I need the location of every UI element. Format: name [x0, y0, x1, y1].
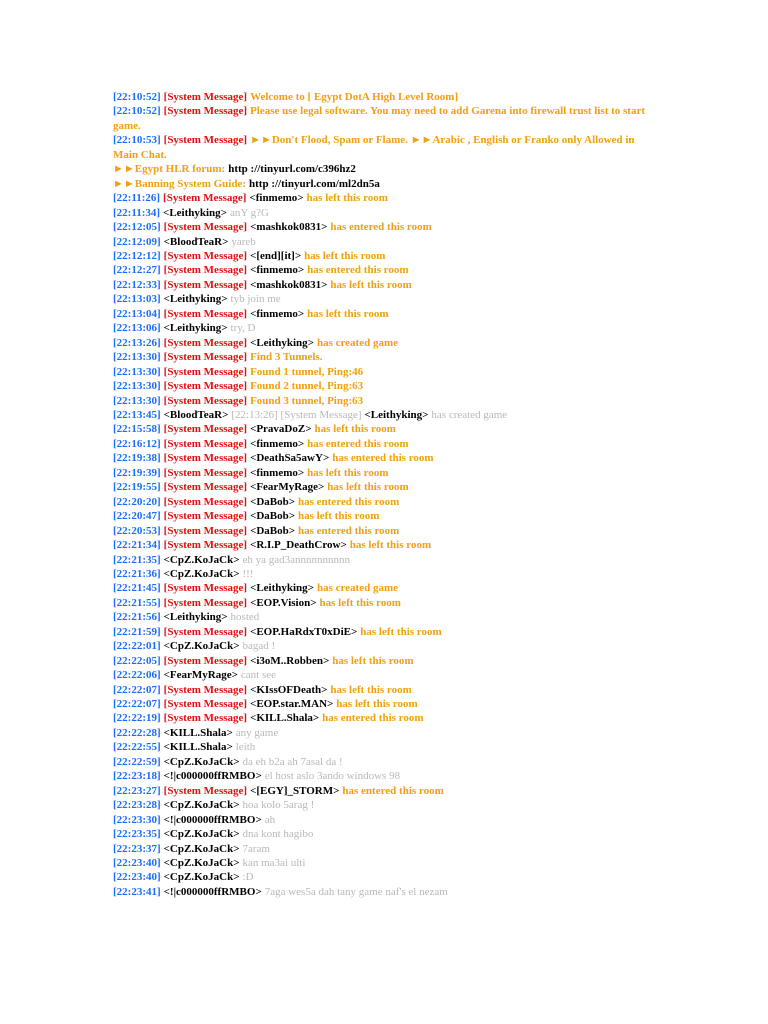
username: <Leithyking> — [163, 293, 228, 306]
timestamp: [22:12:27] — [113, 264, 161, 277]
system-tag: [System Message] — [163, 481, 248, 494]
system-text: has entered this room — [332, 452, 434, 465]
chat-line — [113, 711, 658, 725]
system-text: has created game — [316, 582, 399, 595]
chat-line — [113, 206, 658, 220]
chat-line — [113, 466, 658, 480]
username: <[EGY]_STORM> — [250, 784, 340, 797]
chat-line — [113, 133, 658, 162]
system-text: has entered this room — [298, 524, 400, 537]
system-text: has entered this room — [322, 712, 424, 725]
timestamp: [22:13:03] — [113, 293, 161, 306]
chat-line — [113, 191, 658, 205]
username: <!|c000000ffRMBO> — [163, 885, 262, 898]
chat-line — [113, 668, 658, 682]
timestamp: [22:13:06] — [113, 322, 161, 335]
system-text: Found 3 tunnel, Ping:63 — [250, 394, 364, 407]
message-text: !!! — [242, 567, 254, 580]
system-text: has left this room — [330, 683, 412, 696]
username: <CpZ.KoJaCk> — [163, 799, 240, 812]
system-tag: [System Message] — [163, 712, 248, 725]
system-tag: [System Message] — [163, 437, 248, 450]
timestamp: [22:23:30] — [113, 813, 161, 826]
username: <KILL.Shala> — [163, 741, 233, 754]
timestamp: [22:23:40] — [113, 857, 161, 870]
chat-line — [113, 769, 658, 783]
timestamp: [22:22:01] — [113, 640, 161, 653]
timestamp: [22:22:05] — [113, 654, 161, 667]
system-text: has created game — [316, 336, 399, 349]
link-text: http ://tinyurl.com/c396hz2 — [228, 163, 356, 176]
username: <BloodTeaR> — [163, 235, 229, 248]
system-text: has left this room — [306, 192, 388, 205]
username: <PravaDoZ> — [250, 423, 312, 436]
system-tag: [System Message] — [163, 278, 248, 291]
username: <CpZ.KoJaCk> — [163, 640, 240, 653]
timestamp: [22:13:30] — [113, 351, 161, 364]
message-text: yareb — [231, 235, 256, 248]
chat-line — [113, 379, 658, 393]
system-text: has left this room — [330, 278, 412, 291]
timestamp: [22:22:19] — [113, 712, 161, 725]
system-text: has left this room — [332, 654, 414, 667]
system-tag: [System Message] — [163, 784, 248, 797]
username: <CpZ.KoJaCk> — [163, 857, 240, 870]
message-text: any game — [235, 726, 279, 739]
message-text: el host aslo 3ando windows 98 — [264, 770, 401, 783]
timestamp: [22:22:59] — [113, 755, 161, 768]
system-tag: [System Message] — [163, 307, 248, 320]
timestamp: [22:22:07] — [113, 698, 161, 711]
timestamp: [22:22:55] — [113, 741, 161, 754]
message-text: leith — [235, 741, 256, 754]
message-text: da eh b2a ah 7asal da ! — [242, 755, 343, 768]
chat-line — [113, 553, 658, 567]
timestamp: [22:20:47] — [113, 510, 161, 523]
timestamp: [22:23:27] — [113, 784, 161, 797]
timestamp: [22:13:30] — [113, 394, 161, 407]
chat-line — [113, 509, 658, 523]
timestamp: [22:20:20] — [113, 495, 161, 508]
chat-line — [113, 596, 658, 610]
chat-line — [113, 104, 658, 133]
timestamp: [22:21:34] — [113, 539, 161, 552]
chat-line — [113, 495, 658, 509]
system-tag: [System Message] — [163, 625, 248, 638]
username: <Leithyking> — [163, 322, 228, 335]
username: <CpZ.KoJaCk> — [163, 828, 240, 841]
system-tag: [System Message] — [163, 336, 248, 349]
system-tag: [System Message] — [163, 582, 248, 595]
timestamp: [22:23:28] — [113, 799, 161, 812]
chat-line — [113, 321, 658, 335]
chat-line — [113, 365, 658, 379]
message-text: hoa kolo 5arag ! — [242, 799, 315, 812]
system-tag: [System Message] — [163, 466, 248, 479]
timestamp: [22:13:04] — [113, 307, 161, 320]
timestamp: [22:11:26] — [113, 192, 161, 205]
system-tag: [System Message] — [163, 524, 248, 537]
username: <Leithyking> — [163, 611, 228, 624]
chat-line — [113, 538, 658, 552]
chat-line — [113, 307, 658, 321]
username: <finmemo> — [250, 307, 305, 320]
timestamp: [22:23:18] — [113, 770, 161, 783]
chat-line — [113, 842, 658, 856]
chat-line — [113, 90, 658, 104]
timestamp: [22:19:39] — [113, 466, 161, 479]
chat-line — [113, 856, 658, 870]
username: <finmemo> — [250, 264, 305, 277]
system-tag: [System Message] — [163, 351, 248, 364]
system-tag: [System Message] — [163, 192, 247, 205]
timestamp: [22:22:07] — [113, 683, 161, 696]
message-text: eh ya gad3annnnnnnnnn — [242, 553, 350, 566]
chat-line — [113, 697, 658, 711]
username: <FearMyRage> — [163, 669, 238, 682]
username: <KILL.Shala> — [250, 712, 320, 725]
system-text: has left this room — [298, 510, 380, 523]
username: <Leithyking> — [250, 336, 314, 349]
timestamp: [22:23:40] — [113, 871, 161, 884]
system-text: ►►Don't Flood, Spam or Flame. ►►Arabic , English or Franko only Allowed in Main Chat. — [113, 134, 635, 161]
timestamp: [22:21:35] — [113, 553, 161, 566]
message-text: 7aga wes5a dah tany game naf's el nezam — [264, 885, 448, 898]
username: <[end][it]> — [250, 249, 302, 262]
message-text: ah — [264, 813, 276, 826]
chat-line — [113, 740, 658, 754]
chat-line — [113, 278, 658, 292]
system-tag: [System Message] — [163, 91, 248, 103]
system-tag: [System Message] — [163, 105, 248, 118]
message-text: bagad ! — [242, 640, 276, 653]
system-tag: [System Message] — [163, 423, 248, 436]
chat-line — [113, 451, 658, 465]
system-tag: [System Message] — [163, 495, 248, 508]
username: <DaBob> — [250, 510, 295, 523]
username: <DaBob> — [250, 495, 295, 508]
username: <R.I.P_DeathCrow> — [250, 539, 347, 552]
system-text: has entered this room — [330, 221, 432, 234]
timestamp: [22:12:09] — [113, 235, 161, 248]
chat-line — [113, 683, 658, 697]
chat-line — [113, 422, 658, 436]
chat-line — [113, 480, 658, 494]
chat-line — [113, 755, 658, 769]
chat-line — [113, 408, 658, 422]
chat-line — [113, 350, 658, 364]
system-tag: [System Message] — [163, 452, 248, 465]
timestamp: [22:23:41] — [113, 885, 161, 898]
username: <CpZ.KoJaCk> — [163, 567, 240, 580]
username: <finmemo> — [249, 192, 304, 205]
link-text: <Leithyking> — [364, 408, 429, 421]
chat-line — [113, 437, 658, 451]
timestamp: [22:21:59] — [113, 625, 161, 638]
username: <BloodTeaR> — [163, 408, 229, 421]
system-tag: [System Message] — [163, 221, 248, 234]
username: <CpZ.KoJaCk> — [163, 842, 240, 855]
chat-line — [113, 639, 658, 653]
username: <DeathSa5awY> — [250, 452, 330, 465]
system-text: has left this room — [327, 481, 409, 494]
timestamp: [22:15:58] — [113, 423, 161, 436]
timestamp: [22:19:38] — [113, 452, 161, 465]
message-text: anY g?G — [229, 206, 269, 219]
system-tag: [System Message] — [163, 134, 248, 147]
timestamp: [22:13:26] — [113, 336, 161, 349]
system-tag: [System Message] — [163, 539, 248, 552]
system-text: Please use legal software. You may need to add Garena into firewall trust list to start game. — [113, 105, 646, 132]
message-text: try, D — [230, 322, 256, 335]
chat-line — [113, 292, 658, 306]
username: <EOP.Vision> — [250, 596, 317, 609]
timestamp: [22:10:53] — [113, 134, 161, 147]
system-text: has left this room — [307, 307, 389, 320]
system-text: Find 3 Tunnels. — [250, 351, 323, 364]
chat-line — [113, 394, 658, 408]
timestamp: [22:23:35] — [113, 828, 161, 841]
timestamp: [22:21:36] — [113, 567, 161, 580]
username: <EOP.HaRdxT0xDiE> — [250, 625, 358, 638]
system-tag: [System Message] — [163, 264, 248, 277]
username: <i3oM..Robben> — [250, 654, 330, 667]
timestamp: [22:12:05] — [113, 221, 161, 234]
message-text: hosted — [230, 611, 260, 624]
message-text: kan ma3ai ulti — [242, 857, 306, 870]
timestamp: [22:21:56] — [113, 611, 161, 624]
timestamp: [22:16:12] — [113, 437, 161, 450]
system-tag: [System Message] — [163, 510, 248, 523]
system-tag: [System Message] — [163, 249, 248, 262]
timestamp: [22:20:53] — [113, 524, 161, 537]
system-text: has left this room — [336, 698, 418, 711]
timestamp: [22:22:28] — [113, 726, 161, 739]
chat-line — [113, 885, 658, 899]
system-text: Welcome to [ Egypt DotA High Level Room] — [250, 91, 459, 103]
chat-line — [113, 813, 658, 827]
chat-line — [113, 726, 658, 740]
timestamp: [22:21:45] — [113, 582, 161, 595]
system-text: Found 2 tunnel, Ping:63 — [250, 380, 364, 393]
timestamp: [22:21:55] — [113, 596, 161, 609]
link-text: http ://tinyurl.com/ml2dn5a — [249, 177, 380, 190]
system-text: has left this room — [307, 466, 389, 479]
system-text: has left this room — [304, 249, 386, 262]
system-tag: [System Message] — [163, 380, 248, 393]
chat-line — [113, 249, 658, 263]
username: <CpZ.KoJaCk> — [163, 871, 240, 884]
system-tag: [System Message] — [163, 654, 248, 667]
username: <CpZ.KoJaCk> — [163, 553, 240, 566]
timestamp: [22:12:33] — [113, 278, 161, 291]
username: <!|c000000ffRMBO> — [163, 770, 262, 783]
system-text: Found 1 tunnel, Ping:46 — [250, 365, 364, 378]
username: <FearMyRage> — [250, 481, 325, 494]
username: <KIssOFDeath> — [250, 683, 328, 696]
chat-line — [113, 235, 658, 249]
timestamp: [22:13:30] — [113, 365, 161, 378]
username: <Leithyking> — [250, 582, 314, 595]
system-text: has entered this room — [298, 495, 400, 508]
chat-line — [113, 798, 658, 812]
message-text: cant see — [240, 669, 277, 682]
username: <CpZ.KoJaCk> — [163, 755, 240, 768]
system-tag: [System Message] — [163, 365, 248, 378]
system-text: has left this room — [314, 423, 396, 436]
timestamp: [22:23:37] — [113, 842, 161, 855]
chat-line — [113, 177, 658, 191]
message-text: tyb join me — [230, 293, 281, 306]
system-text: has left this room — [319, 596, 401, 609]
username: <finmemo> — [250, 466, 305, 479]
message-text: dna kont hagibo — [242, 828, 314, 841]
system-text: has left this room — [349, 539, 432, 552]
chat-line — [113, 870, 658, 884]
username: <mashkok0831> — [250, 221, 328, 234]
username: <!|c000000ffRMBO> — [163, 813, 262, 826]
timestamp: [22:10:52] — [113, 105, 161, 118]
chat-line — [113, 524, 658, 538]
system-text: has entered this room — [342, 784, 444, 797]
system-tag: [System Message] — [163, 596, 248, 609]
username: <DaBob> — [250, 524, 295, 537]
username: <EOP.star.MAN> — [250, 698, 334, 711]
system-text: has left this room — [360, 625, 442, 638]
chat-line — [113, 581, 658, 595]
chat-line — [113, 336, 658, 350]
username: <KILL.Shala> — [163, 726, 233, 739]
system-text: has entered this room — [307, 437, 409, 450]
username: <finmemo> — [250, 437, 305, 450]
timestamp: [22:13:30] — [113, 380, 161, 393]
chat-line — [113, 162, 658, 176]
chat-line — [113, 220, 658, 234]
message-text: :D — [242, 871, 254, 884]
chat-line — [113, 610, 658, 624]
system-text: has entered this room — [307, 264, 409, 277]
timestamp: [22:22:06] — [113, 669, 161, 682]
chat-line — [113, 654, 658, 668]
timestamp: [22:10:52] — [113, 91, 161, 103]
message-text: 7aram — [242, 842, 270, 855]
message-text: has created game — [431, 408, 508, 421]
timestamp: [22:11:34] — [113, 206, 161, 219]
system-tag: [System Message] — [163, 394, 248, 407]
timestamp: [22:12:12] — [113, 249, 161, 262]
chat-line — [113, 827, 658, 841]
system-text: ►►Egypt HLR forum: — [113, 163, 226, 176]
chat-line — [113, 567, 658, 581]
username: <Leithyking> — [163, 206, 227, 219]
chat-line — [113, 625, 658, 639]
message-text: [22:13:26] [System Message] — [231, 408, 362, 421]
timestamp: [22:13:45] — [113, 408, 161, 421]
system-tag: [System Message] — [163, 683, 248, 696]
chat-log — [113, 90, 658, 899]
timestamp: [22:19:55] — [113, 481, 161, 494]
chat-line — [113, 263, 658, 277]
chat-line — [113, 784, 658, 798]
username: <mashkok0831> — [250, 278, 328, 291]
system-tag: [System Message] — [163, 698, 248, 711]
system-text: ►►Banning System Guide: — [113, 177, 247, 190]
